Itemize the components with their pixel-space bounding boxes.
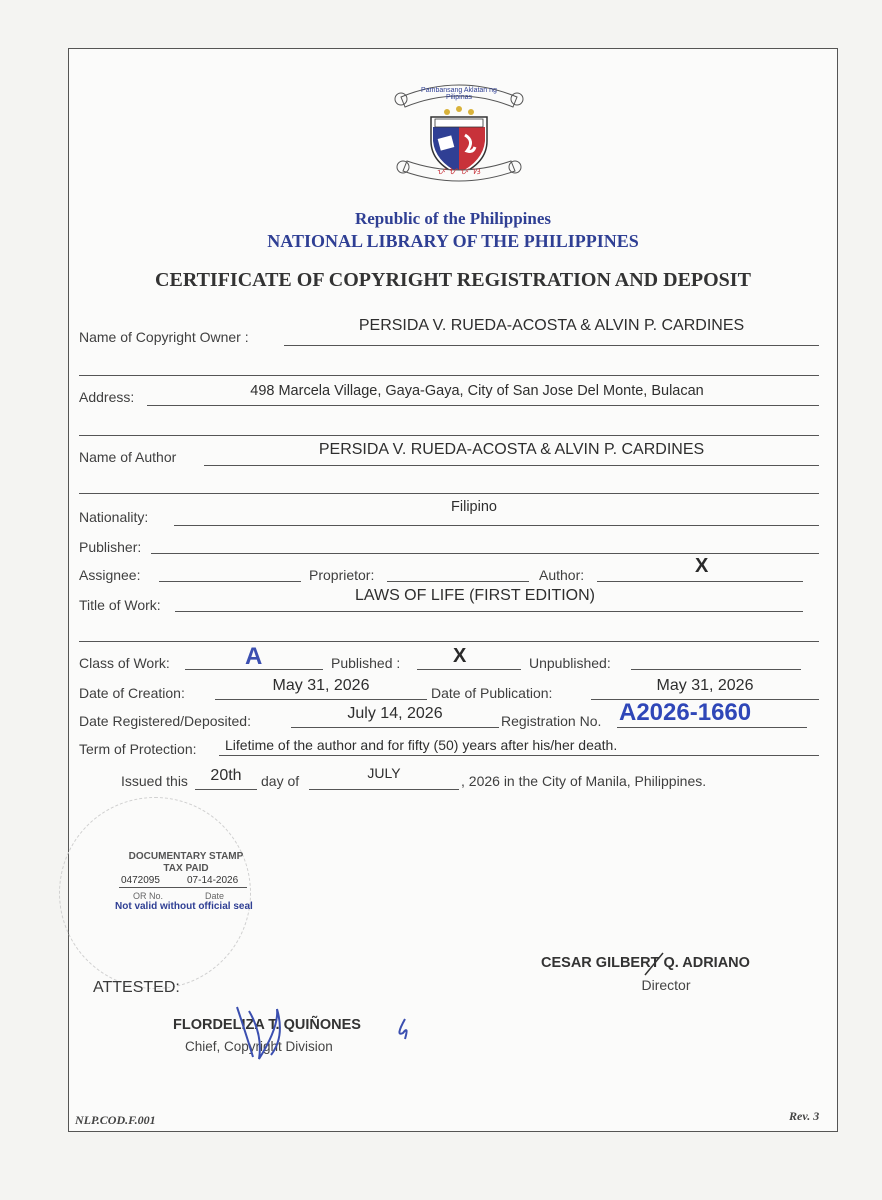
library-heading: NATIONAL LIBRARY OF THE PHILIPPINES (267, 231, 639, 251)
stamp-date: 07-14-2026 (187, 875, 239, 886)
director-title: Director (641, 977, 691, 993)
stamp-title: DOCUMENTARY STAMP (128, 851, 244, 862)
chief-title: Chief, Copyright Division (185, 1039, 333, 1054)
svg-text:ᜉ ᜀ ᜉ ᜐ: ᜉ ᜀ ᜉ ᜐ (437, 166, 481, 176)
author-line-2 (79, 493, 819, 494)
issued-month-line (309, 789, 459, 790)
owner-label: Name of Copyright Owner : (79, 329, 249, 345)
published-label: Published : (331, 655, 401, 671)
registered-line (291, 727, 499, 728)
certificate-sheet (68, 48, 838, 1132)
publisher-line (151, 553, 819, 554)
issued-prefix: Issued this (121, 773, 188, 789)
assignee-line (159, 581, 301, 582)
publication-value: May 31, 2026 (656, 677, 754, 694)
certificate-title: CERTIFICATE OF COPYRIGHT REGISTRATION AND DEPOSIT (155, 269, 751, 291)
proprietor-label: Proprietor: (309, 567, 375, 583)
unpublished-line (631, 669, 801, 670)
term-label: Term of Protection: (79, 741, 197, 757)
address-line (147, 405, 819, 406)
stamp-subtitle: TAX PAID (163, 863, 209, 874)
term-line (219, 755, 819, 756)
creation-label: Date of Creation: (79, 685, 185, 701)
address-value: 498 Marcela Village, Gaya-Gaya, City of San Jose Del Monte, Bulacan (250, 383, 704, 399)
term-value: Lifetime of the author and for fifty (50) years after his/her death. (225, 737, 618, 753)
creation-line (215, 699, 427, 700)
author-value: PERSIDA V. RUEDA-ACOSTA & ALVIN P. CARDINES (318, 441, 705, 458)
issued-month: JULY (367, 765, 401, 781)
stamp-or-number: 0472095 (121, 875, 160, 886)
director-name: CESAR GILBERT Q. ADRIANO (541, 955, 750, 971)
seal-ribbon-text: Pambansang Aklatan ng Pilipinas (421, 87, 497, 101)
republic-heading: Republic of the Philippines (354, 209, 551, 228)
issued-suffix: , 2026 in the City of Manila, Philippines. (461, 773, 707, 789)
title-label: Title of Work: (79, 597, 161, 613)
class-value: A (245, 643, 263, 670)
author-role-line (597, 581, 803, 582)
director-signature (639, 949, 669, 979)
nationality-value: Filipino (451, 499, 497, 515)
chief-signature (219, 997, 419, 1067)
publication-label: Date of Publication: (431, 685, 553, 701)
registered-value: July 14, 2026 (347, 705, 443, 722)
stamp-date-label: Date (205, 891, 225, 901)
creation-value: May 31, 2026 (272, 677, 370, 694)
owner-value: PERSIDA V. RUEDA-ACOSTA & ALVIN P. CARDINES (358, 317, 745, 334)
published-line (417, 669, 521, 670)
stamp-note: Not valid without official seal (115, 901, 253, 912)
stamp-or-label: OR No. (133, 891, 164, 901)
regno-line (617, 727, 807, 728)
unpublished-label: Unpublished: (529, 655, 611, 671)
author-line (204, 465, 819, 466)
proprietor-line (387, 581, 529, 582)
attested-label: ATTESTED: (93, 979, 180, 996)
issued-day-line (195, 789, 257, 790)
published-mark: X (453, 645, 467, 667)
author-label: Name of Author (79, 449, 177, 465)
address-label: Address: (79, 389, 135, 405)
nationality-label: Nationality: (79, 509, 149, 525)
owner-line-2 (79, 375, 819, 376)
publisher-label: Publisher: (79, 539, 142, 555)
regno-label: Registration No. (501, 713, 602, 729)
issued-day-of: day of (261, 773, 300, 789)
form-code: NLP.COD.F.001 (75, 1113, 156, 1127)
class-label: Class of Work: (79, 655, 170, 671)
title-line-2 (79, 641, 819, 642)
chief-name: FLORDELIZA T. QUIÑONES (173, 1017, 361, 1033)
nationality-line (174, 525, 819, 526)
assignee-label: Assignee: (79, 567, 141, 583)
author-role-mark: X (695, 555, 709, 577)
author-role-label: Author: (539, 567, 585, 583)
title-line (175, 611, 803, 612)
owner-line (284, 345, 819, 346)
title-value: LAWS OF LIFE (FIRST EDITION) (354, 587, 595, 604)
registered-label: Date Registered/Deposited: (79, 713, 251, 729)
issued-day: 20th (210, 767, 242, 784)
revision: Rev. 3 (789, 1109, 820, 1123)
regno-value: A2026-1660 (619, 699, 752, 726)
address-line-2 (79, 435, 819, 436)
stamp-divider (119, 887, 247, 888)
